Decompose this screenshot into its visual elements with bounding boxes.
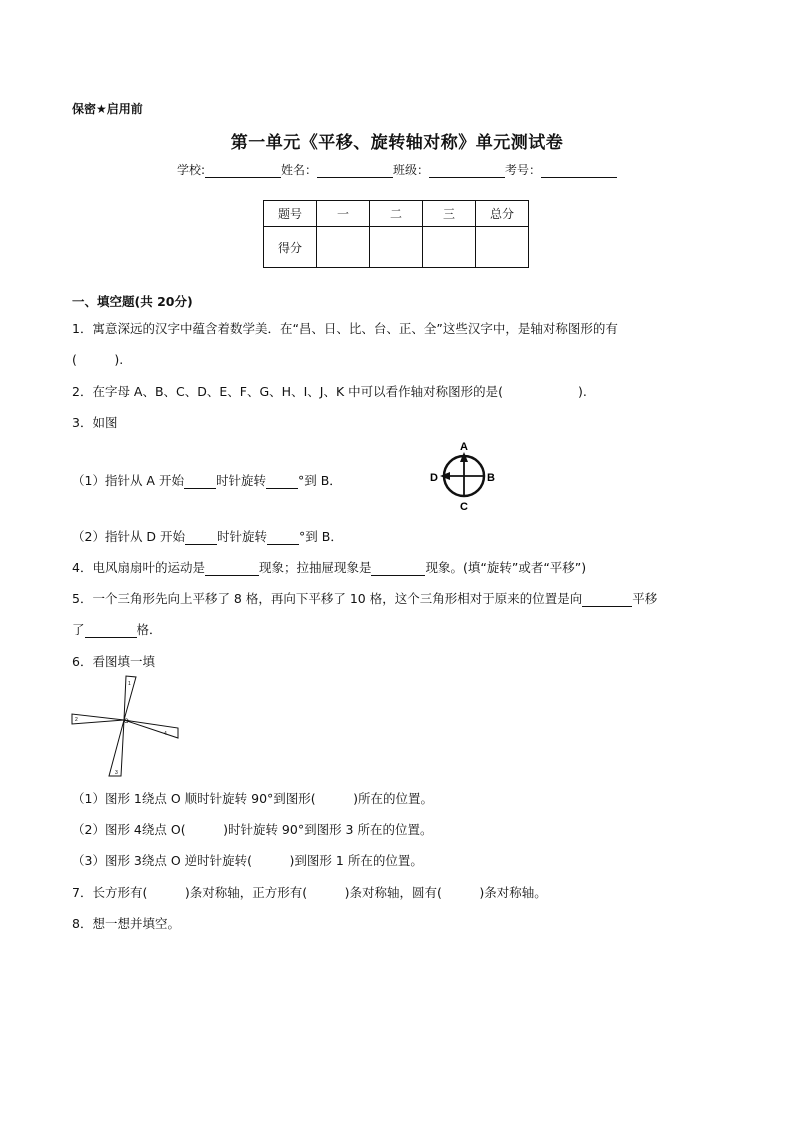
question-3-part-1: （1）指针从 A 开始 时针旋转 °到 B． xyxy=(72,473,342,488)
name-field[interactable] xyxy=(317,164,393,178)
question-8: 8．想一想并填空。 xyxy=(72,916,180,931)
rotation-figure xyxy=(66,672,182,780)
score-header-cell: 总分 xyxy=(476,201,529,227)
triangle-2 xyxy=(72,714,124,724)
answer-blank[interactable] xyxy=(582,594,632,607)
answer-blank[interactable] xyxy=(205,563,259,576)
question-4: 4．电风扇扇叶的运动是 现象；拉抽屉现象是 现象。(填“旋转”或者“平移”) xyxy=(72,560,587,575)
class-label: 班级： xyxy=(393,163,430,177)
question-6-part-2: （2）图形 4绕点 O( )时针旋转 90°到图形 3 所在的位置。 xyxy=(72,822,433,837)
label-d: D xyxy=(430,472,438,484)
answer-blank[interactable] xyxy=(85,625,137,638)
triangle-4 xyxy=(124,720,178,738)
question-5-line-1: 5．一个三角形先向上平移了 8 格，再向下平移了 10 格，这个三角形相对于原来的位置是向 平移 xyxy=(72,591,658,606)
exam-no-label: 考号： xyxy=(505,163,542,177)
question-3: 3．如图 xyxy=(72,415,118,430)
school-field[interactable] xyxy=(205,164,281,178)
clock-pointer-figure xyxy=(424,438,500,514)
question-6: 6．看图填一填 xyxy=(72,654,155,669)
answer-blank[interactable] xyxy=(184,476,216,489)
name-label: 姓名： xyxy=(281,163,318,177)
confidential-mark: 保密★启用前 xyxy=(72,102,143,116)
question-5-line-2: 了 格． xyxy=(72,622,162,637)
label-1: 1 xyxy=(128,681,131,687)
score-table xyxy=(263,200,529,268)
score-row-label: 得分 xyxy=(264,227,317,268)
score-input-cell[interactable] xyxy=(423,227,476,268)
label-4: 4 xyxy=(164,731,167,737)
question-6-part-1: （1）图形 1绕点 O 顺时针旋转 90°到图形( )所在的位置。 xyxy=(72,791,434,806)
answer-blank[interactable] xyxy=(185,532,217,545)
student-info-line xyxy=(0,161,794,178)
label-c: C xyxy=(460,501,468,513)
label-o: O xyxy=(124,719,129,725)
score-input-cell[interactable] xyxy=(317,227,370,268)
answer-blank[interactable] xyxy=(267,532,299,545)
answer-blank[interactable] xyxy=(371,563,425,576)
question-7: 7．长方形有( )条对称轴，正方形有( )条对称轴，圆有( )条对称轴。 xyxy=(72,885,547,900)
score-header-cell: 三 xyxy=(423,201,476,227)
page-title: 第一单元《平移、旋转轴对称》单元测试卷 xyxy=(230,133,564,153)
score-input-cell[interactable] xyxy=(370,227,423,268)
label-2: 2 xyxy=(75,717,78,723)
exam-no-field[interactable] xyxy=(541,164,617,178)
answer-blank[interactable] xyxy=(266,476,298,489)
school-label: 学校: xyxy=(176,163,205,177)
score-input-cell[interactable] xyxy=(476,227,529,268)
label-a: A xyxy=(460,441,468,453)
label-3: 3 xyxy=(115,770,118,776)
question-1-line-1: 1．寓意深远的汉字中蕴含着数学美．在“昌、日、比、台、正、全”这些汉字中，是轴对称图形的有 xyxy=(72,321,618,336)
class-field[interactable] xyxy=(429,164,505,178)
question-2: 2．在字母 A、B、C、D、E、F、G、H、I、J、K 中可以看作轴对称图形的是( ). xyxy=(72,384,587,399)
question-6-part-3: （3）图形 3绕点 O 逆时针旋转( )到图形 1 所在的位置。 xyxy=(72,853,423,868)
label-b: B xyxy=(487,472,495,484)
score-header-cell: 二 xyxy=(370,201,423,227)
score-header-cell: 题号 xyxy=(264,201,317,227)
section-title-fill-in: 一、填空题(共 20分) xyxy=(72,294,193,309)
question-1-line-2: ( ). xyxy=(72,352,124,367)
question-3-part-2: （2）指针从 D 开始 时针旋转 °到 B． xyxy=(72,529,343,544)
triangle-3 xyxy=(109,720,124,776)
score-header-cell: 一 xyxy=(317,201,370,227)
